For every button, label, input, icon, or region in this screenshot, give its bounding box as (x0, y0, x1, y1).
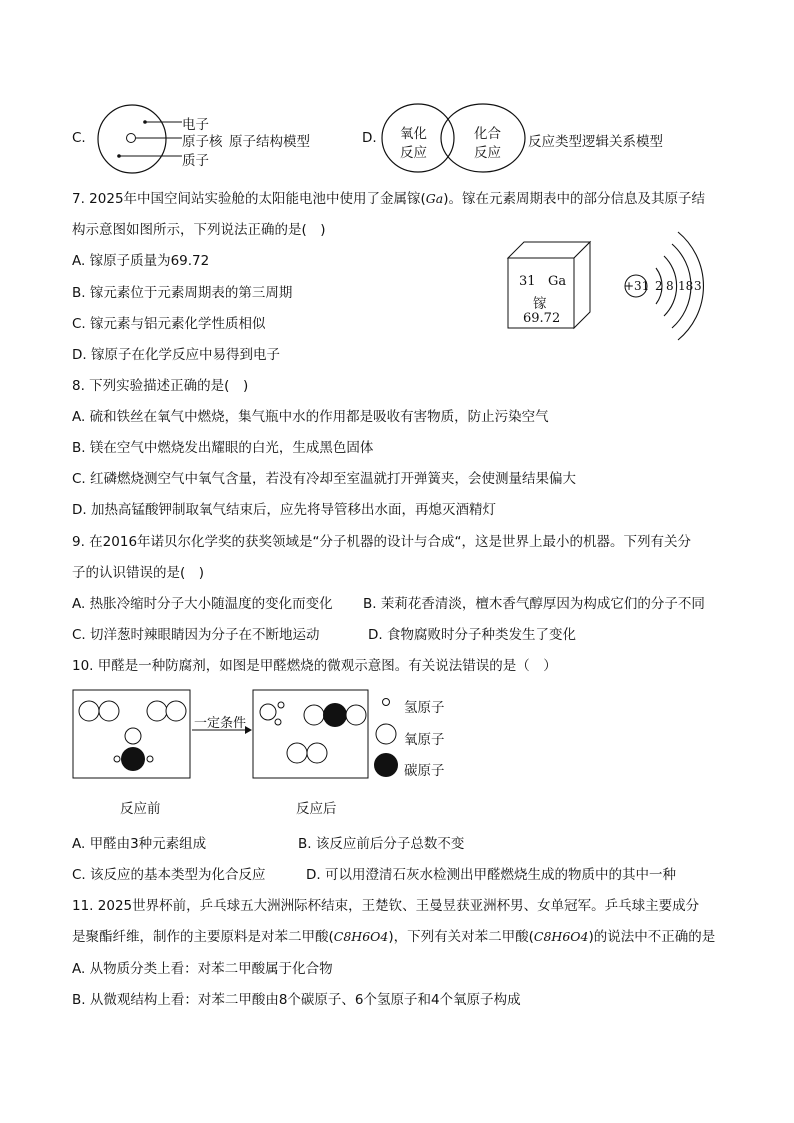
q9-option-c: C. 切洋葱时辣眼睛因为分子在不断地运动 (72, 627, 320, 643)
atomic-mass: 69.72 (523, 311, 561, 326)
element-name: 镓 (533, 296, 547, 312)
atomic-number: 31 (519, 274, 536, 289)
q8-stem: 8. 下列实验描述正确的是( ) (72, 378, 249, 394)
q10-option-b: B. 该反应前后分子总数不变 (298, 836, 465, 852)
shell-2: 8 (666, 279, 674, 293)
label-nucleus: 原子核 (182, 134, 223, 150)
venn-right-line1: 化合 (474, 126, 501, 142)
q9-stem-line1: 9. 在2016年诺贝尔化学奖的获奖领域是“分子机器的设计与合成“，这是世界上最小的机器。下列有关分 (72, 534, 692, 550)
option-c-caption: 原子结构模型 (229, 134, 310, 150)
reaction-condition: 一定条件 (194, 716, 247, 731)
legend-hydrogen: 氢原子 (404, 700, 445, 716)
q10-stem: 10. 甲醛是一种防腐剂，如图是甲醛燃烧的微观示意图。有关说法错误的是（ ） (72, 658, 557, 674)
q8-option-a: A. 硫和铁丝在氧气中燃烧，集气瓶中水的作用都是吸收有害物质，防止污染空气 (72, 409, 549, 425)
label-electron: 电子 (182, 117, 209, 133)
option-c-letter: C. (72, 130, 86, 146)
before-label: 反应前 (120, 801, 161, 817)
shell-3: 18 (678, 279, 694, 293)
q9-option-a: A. 热胀冷缩时分子大小随温度的变化而变化 (72, 596, 333, 612)
q10-option-a: A. 甲醛由3种元素组成 (72, 836, 207, 852)
q8-option-c: C. 红磷燃烧测空气中氧气含量，若没有冷却至室温就打开弹簧夹，会使测量结果偏大 (72, 471, 577, 487)
q10-option-d: D. 可以用澄清石灰水检测出甲醛燃烧生成的物质中的其中一种 (306, 867, 676, 883)
label-proton: 质子 (182, 153, 209, 169)
q7-option-a: A. 镓原子质量为69.72 (72, 253, 210, 269)
q7-stem-line1: 7. 2025年中国空间站实验舱的太阳能电池中使用了金属镓(Ga)。镓在元素周期表中的部分信息及其原子结 (72, 191, 706, 207)
q11-stem-line2: 是聚酯纤维，制作的主要原料是对苯二甲酸(C8H6O4)，下列有关对苯二甲酸(C8H6O4)的说法中不正确的是 (72, 929, 716, 945)
q7-option-c: C. 镓元素与铝元素化学性质相似 (72, 316, 266, 332)
q9-stem-line2: 子的认识错误的是( ) (72, 565, 205, 581)
element-symbol: Ga (548, 274, 567, 289)
after-label: 反应后 (296, 801, 337, 817)
q11-option-a: A. 从物质分类上看：对苯二甲酸属于化合物 (72, 961, 333, 977)
q7-option-b: B. 镓元素位于元素周期表的第三周期 (72, 285, 293, 301)
legend-oxygen: 氧原子 (404, 732, 445, 748)
reaction-micro-diagram (70, 686, 450, 786)
q11-option-b: B. 从微观结构上看：对苯二甲酸由8个碳原子、6个氢原子和4个氧原子构成 (72, 992, 521, 1008)
shell-1: 2 (655, 279, 663, 293)
q9-option-d: D. 食物腐败时分子种类发生了变化 (368, 627, 576, 643)
shell-4: 3 (694, 279, 702, 293)
venn-left-line2: 反应 (400, 145, 427, 161)
nucleus-charge: +31 (624, 279, 650, 293)
q8-option-b: B. 镁在空气中燃烧发出耀眼的白光，生成黑色固体 (72, 440, 374, 456)
option-d-letter: D. (362, 130, 377, 146)
q8-option-d: D. 加热高锰酸钾制取氧气结束后，应先将导管移出水面，再熄灭酒精灯 (72, 502, 496, 518)
legend-carbon: 碳原子 (404, 763, 445, 779)
q10-option-c: C. 该反应的基本类型为化合反应 (72, 867, 266, 883)
venn-right-line2: 反应 (474, 145, 501, 161)
atom-structure-model-icon (90, 104, 190, 174)
q11-stem-line1: 11. 2025世界杯前，乒乓球五大洲洲际杯结束，王楚钦、王曼昱获亚洲杯男、女单冠军。乒乓球主要成分 (72, 898, 700, 914)
q7-option-d: D. 镓原子在化学反应中易得到电子 (72, 347, 280, 363)
venn-left-line1: 氧化 (400, 126, 427, 142)
q7-stem-line2: 构示意图如图所示，下列说法正确的是( ) (72, 222, 326, 238)
option-d-caption: 反应类型逻辑关系模型 (528, 134, 663, 150)
q9-option-b: B. 茉莉花香清淡，檀木香气醇厚因为构成它们的分子不同 (363, 596, 705, 612)
